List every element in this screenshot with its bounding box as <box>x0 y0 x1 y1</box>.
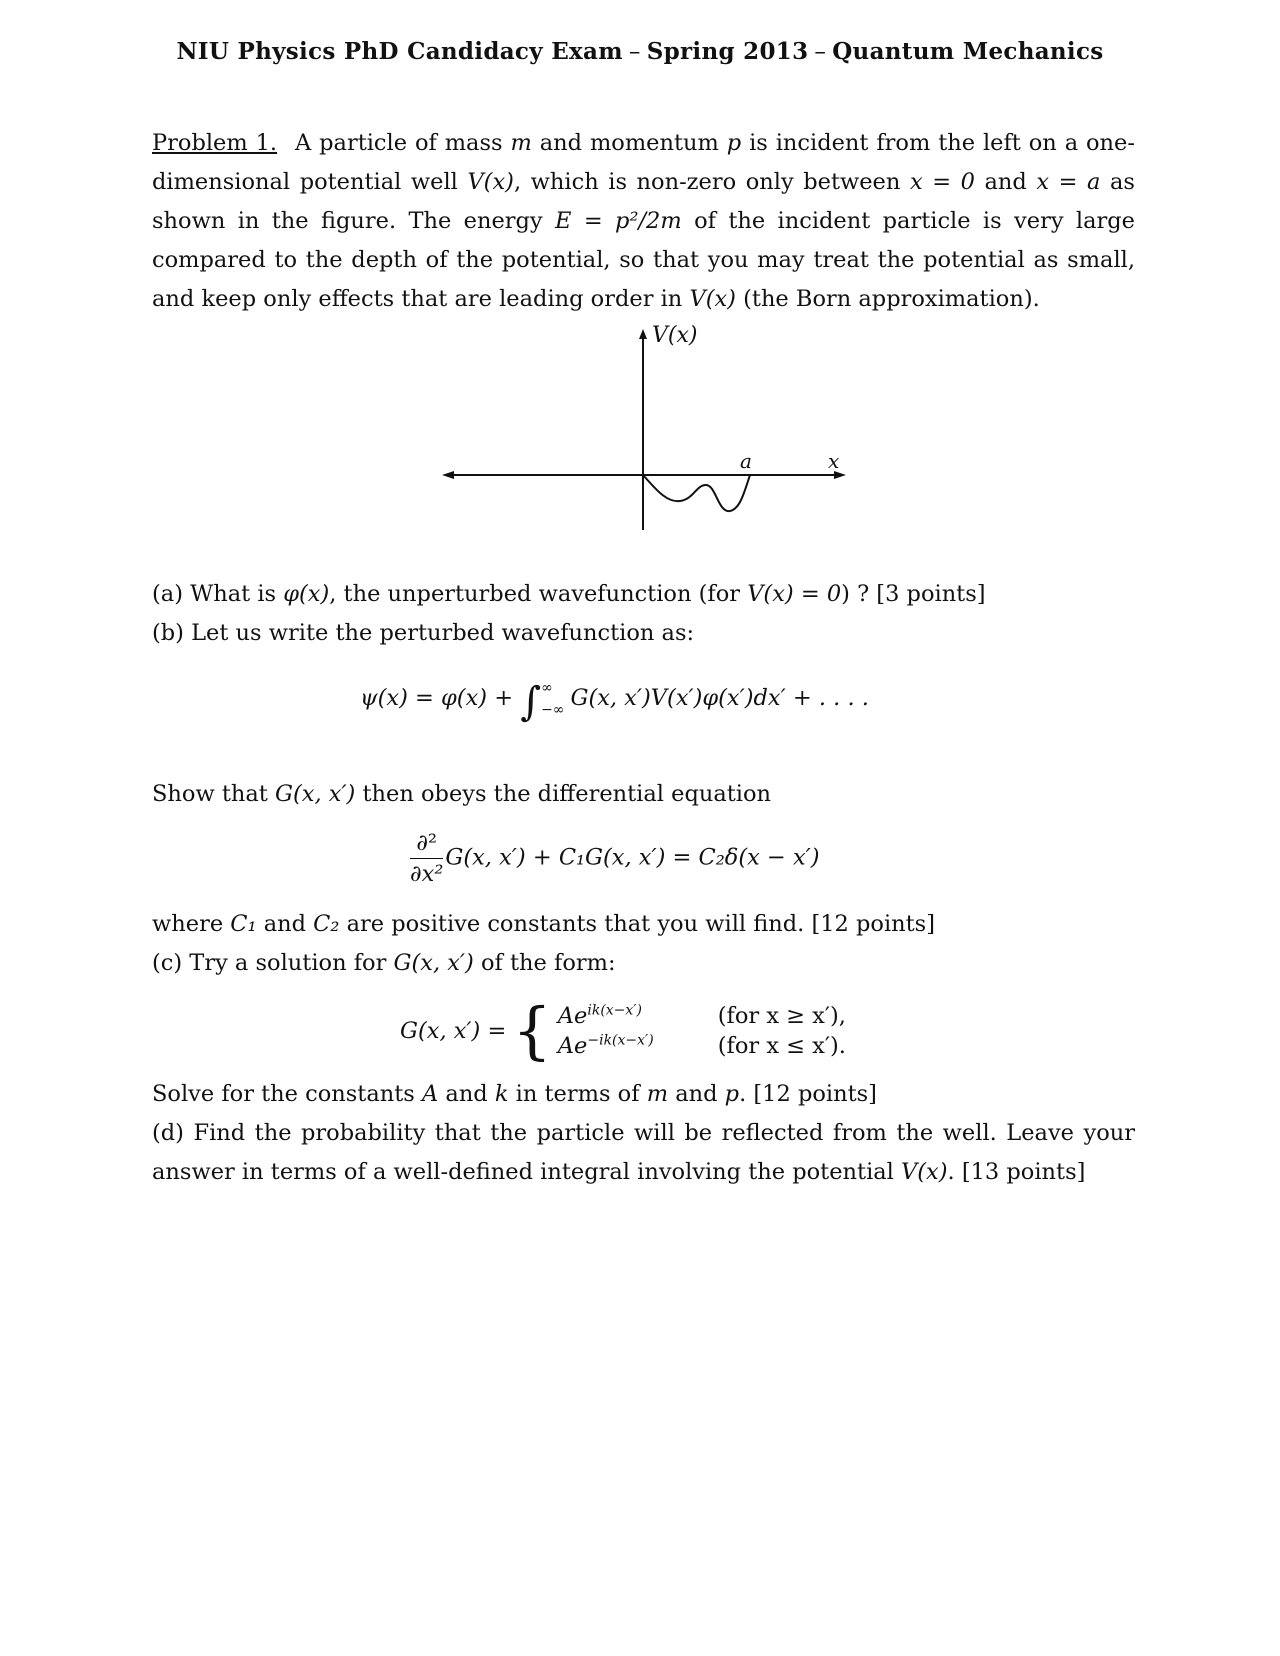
integral-upper: ∞ <box>541 680 553 696</box>
math-k: k <box>494 1081 509 1107</box>
intro-text: and momentum <box>539 130 719 156</box>
math-p: p <box>724 1081 740 1107</box>
math-m: m <box>646 1081 669 1107</box>
part-d <box>152 1114 1135 1192</box>
part-b-text: and <box>263 911 307 937</box>
potential-figure <box>440 325 860 555</box>
part-b-show <box>152 775 1135 814</box>
problem-label: Problem 1. <box>152 130 278 156</box>
intro-text: A particle of mass <box>294 130 503 156</box>
part-b-text: Show that <box>152 781 268 807</box>
page-title <box>0 38 1280 65</box>
math-v-zero: V(x) = 0 <box>747 581 842 607</box>
math-xa: x = a <box>1036 169 1101 195</box>
part-a-text: , the unperturbed wavefunction (for <box>329 581 741 607</box>
exam-subject: Quantum Mechanics <box>832 38 1104 65</box>
case-expression <box>558 1031 718 1061</box>
case-exponent: −ik(x−x′) <box>587 1032 654 1049</box>
case-base: Ae <box>557 1003 588 1029</box>
potential-curve <box>643 475 750 511</box>
y-axis-arrow <box>639 329 647 339</box>
part-b-text: then obeys the differential equation <box>362 781 772 807</box>
math-vx: V(x) <box>689 286 736 312</box>
x-axis-label: x <box>828 449 840 473</box>
case-row <box>558 1031 846 1061</box>
de-body: G(x, x′) + C₁G(x, x′) = C₂δ(x − x′) <box>445 844 820 871</box>
equation-psi <box>360 677 869 725</box>
eq-psi-body: G(x, x′)V(x′)φ(x′)dx′ + . . . . <box>570 685 869 711</box>
part-d-text: (d) Find the probability that the particle will be reflected from the well. Leave your answer in terms of a well-defined integral involving the potential <box>152 1120 1135 1185</box>
case-base: Ae <box>557 1033 588 1059</box>
piecewise-cases <box>558 1001 846 1061</box>
math-c1: C₁ <box>230 911 257 937</box>
part-c-text: (c) Try a solution for <box>152 950 387 976</box>
intro-text: of the incident particle is very large compared to the depth of the potential, so that you may treat the potential as small, and keep only effects that are leading order in <box>152 208 1135 312</box>
part-c-text: of the form: <box>480 950 616 976</box>
part-c-text: Solve for the constants <box>152 1081 415 1107</box>
part-b-intro: (b) Let us write the perturbed wavefunction as: <box>152 620 695 646</box>
differential-equation <box>410 828 820 889</box>
part-c-text: and <box>445 1081 488 1107</box>
frac-numerator: ∂² <box>410 828 443 859</box>
intro-text: (the Born approximation). <box>743 286 1040 312</box>
intro-text: , which is non-zero only between <box>513 169 901 195</box>
part-d-text: . [13 points] <box>947 1159 1086 1185</box>
part-c-solve <box>152 1075 1135 1192</box>
part-b-where <box>152 905 1135 983</box>
part-a-text: ) ? [3 points] <box>841 581 986 607</box>
math-p: p <box>726 130 742 156</box>
part-b-text: where <box>152 911 224 937</box>
math-x0: x = 0 <box>909 169 975 195</box>
intro-text: as shown in the figure. The energy <box>152 169 1135 234</box>
a-label: a <box>740 449 752 473</box>
y-axis-label: V(x) <box>652 325 698 348</box>
case-row <box>558 1001 846 1031</box>
math-c2: C₂ <box>313 911 340 937</box>
part-c-text: in terms of <box>515 1081 640 1107</box>
part-c-intro <box>152 944 1135 983</box>
part-c-text: and <box>675 1081 718 1107</box>
left-brace: { <box>512 994 552 1067</box>
part-a <box>152 575 1135 653</box>
problem-intro <box>152 124 1135 319</box>
intro-text: is incident from the left on a one-dimensional potential well <box>152 130 1135 195</box>
math-a: A <box>422 1081 439 1107</box>
math-energy: E = p²/2m <box>555 208 682 234</box>
part-a-text: (a) What is <box>152 581 277 607</box>
part-b-text: are positive constants that you will find. [12 points] <box>346 911 936 937</box>
case-exponent: ik(x−x′) <box>587 1002 642 1019</box>
math-vx: V(x) <box>901 1159 948 1185</box>
piecewise-lhs: G(x, x′) = <box>400 1018 507 1044</box>
case-condition: (for x ≤ x′). <box>717 1033 846 1059</box>
exam-name: NIU Physics PhD Candidacy Exam <box>176 38 623 65</box>
frac-denominator: ∂x² <box>410 861 444 887</box>
title-separator: – <box>628 39 641 65</box>
second-derivative <box>410 828 443 889</box>
x-axis-left-arrow <box>442 471 454 479</box>
case-expression <box>558 1001 718 1031</box>
integral-limits <box>541 677 564 721</box>
part-c-text: . [12 points] <box>739 1081 877 1107</box>
intro-text: and <box>984 169 1027 195</box>
math-vx: V(x) <box>467 169 514 195</box>
integral-sign: ∫ <box>520 679 542 725</box>
case-condition: (for x ≥ x′), <box>717 1003 846 1029</box>
math-m: m <box>510 130 532 156</box>
math-g: G(x, x′) <box>393 950 474 976</box>
exam-term: Spring 2013 <box>646 38 809 65</box>
title-separator: – <box>814 39 827 65</box>
piecewise-g <box>400 994 846 1067</box>
math-g: G(x, x′) <box>275 781 356 807</box>
math-phi: φ(x) <box>283 581 330 607</box>
integral-lower: −∞ <box>541 702 565 718</box>
eq-psi-lhs: ψ(x) = φ(x) + <box>360 685 514 711</box>
